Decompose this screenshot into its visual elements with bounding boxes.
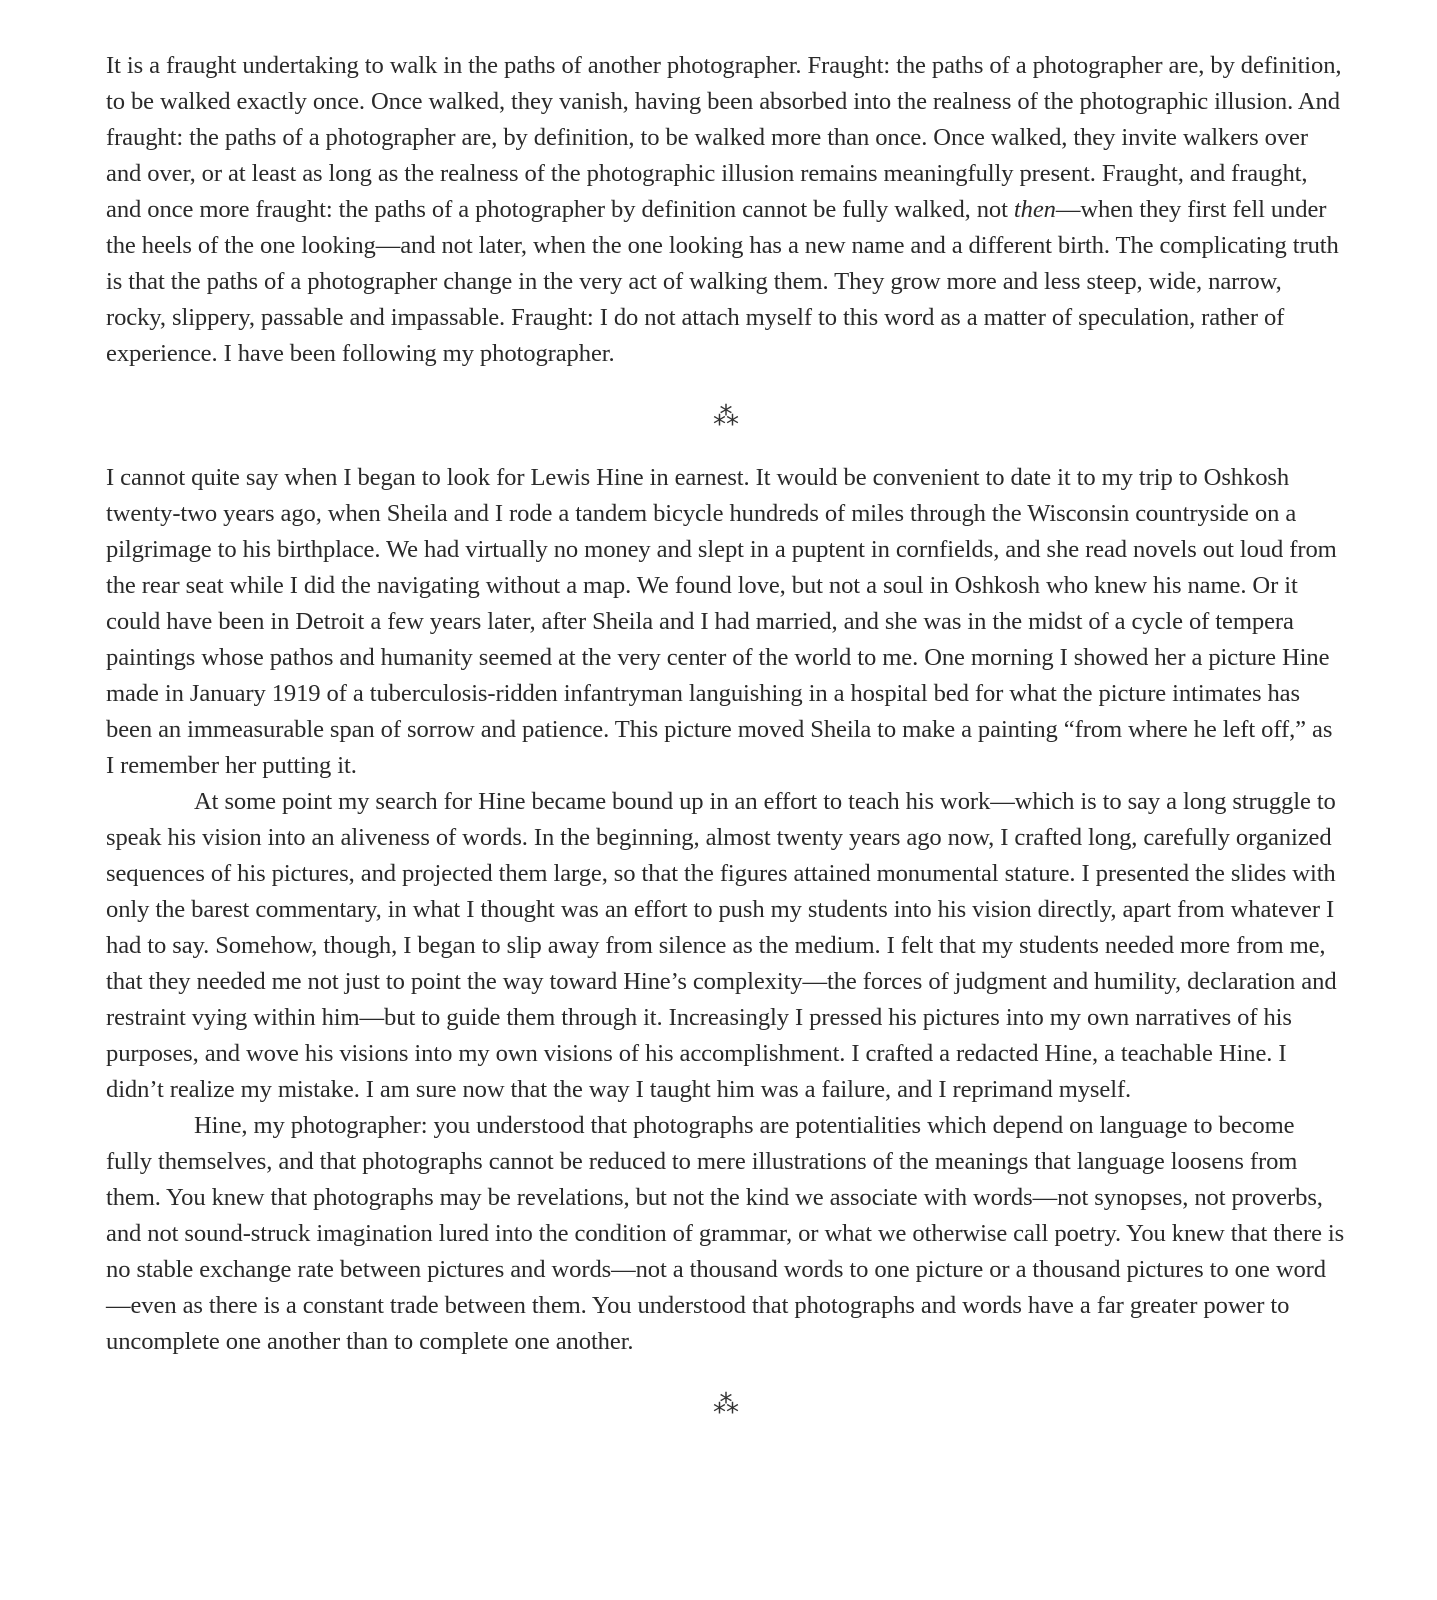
- paragraph-fraught-text-2: —when they first fell under the heels of the one looking—and not later, when the one looking has a new name and a different birth. The complicating truth is that the paths of a photographer change in the very act of walking them. They grow more and less steep, wide, narrow, rocky, slippery, passable and impassable. Fraught: I do not attach myself to this word as a matter of speculation, rather of experience. I have been following my photographer.: [106, 196, 1339, 367]
- section-divider-asterism-bottom: ⁂: [713, 1390, 739, 1420]
- italic-then: then: [1013, 196, 1056, 223]
- paragraph-hine-address: Hine, my photographer: you understood that photographs are potentialities which depend on language to become fully themselves, and that photographs cannot be reduced to mere illustrations of the meanings that language loosens from them. You knew that photographs may be revelations, but not the kind we associate with words—not synopses, not proverbs, and not sound-struck imagination lured into the condition of grammar, or what we otherwise call poetry. You knew that there is no stable exchange rate between pictures and words—not a thousand words to one picture or a thousand pictures to one word—even as there is a constant trade between them. You understood that photographs and words have a far greater power to uncomplete one another than to complete one another.: [106, 1112, 1345, 1355]
- paragraph-fraught-text-1: It is a fraught undertaking to walk in the paths of another photographer. Fraught: the paths of a photographer are, by definition, to be walked exactly once. Once walked, they vanish, having been absorbed into the realness of the photographic illusion. And fraught: the paths of a photographer are, by definition, to be walked more than once. Once walked, they invite walkers over and over, or at least as long as the realness of the photographic illusion remains meaningfully present. Fraught, and fraught, and once more fraught: the paths of a photographer by definition cannot be fully walked, not: [106, 52, 1342, 223]
- paragraph-teaching: At some point my search for Hine became bound up in an effort to teach his work—which is to say a long struggle to speak his vision into an aliveness of words. In the beginning, almost twenty years ago now, I crafted long, carefully organized sequences of his pictures, and projected them large, so that the figures attained monumental stature. I presented the slides with only the barest commentary, in what I thought was an effort to push my students into his vision directly, apart from whatever I had to say. Somehow, though, I began to slip away from silence as the medium. I felt that my students needed more from me, that they needed me not just to point the way toward Hine’s complexity—the forces of judgment and humility, declaration and restraint vying within him—but to guide them through it. Increasingly I pressed his pictures into my own narratives of his purposes, and wove his visions into my own visions of his accomplishment. I crafted a redacted Hine, a teachable Hine. I didn’t realize my mistake. I am sure now that the way I taught him was a failure, and I reprimand myself.: [106, 788, 1337, 1103]
- paragraph-oshkosh: I cannot quite say when I began to look for Lewis Hine in earnest. It would be convenient to date it to my trip to Oshkosh twenty-two years ago, when Sheila and I rode a tandem bicycle hundreds of miles through the Wisconsin countryside on a pilgrimage to his birthplace. We had virtually no money and slept in a puptent in cornfields, and she read novels out loud from the rear seat while I did the navigating without a map. We found love, but not a soul in Oshkosh who knew his name. Or it could have been in Detroit a few years later, after Sheila and I had married, and she was in the midst of a cycle of tempera paintings whose pathos and humanity seemed at the very center of the world to me. One morning I showed her a picture Hine made in January 1919 of a tuberculosis-ridden infantryman languishing in a hospital bed for what the picture intimates has been an immeasurable span of sorrow and patience. This picture moved Sheila to make a painting “from where he left off,” as I remember her putting it.: [106, 464, 1337, 779]
- paragraph-fraught: [106, 48, 1346, 372]
- document-page: [106, 48, 1346, 1420]
- section-divider-asterism: ⁂: [713, 402, 739, 432]
